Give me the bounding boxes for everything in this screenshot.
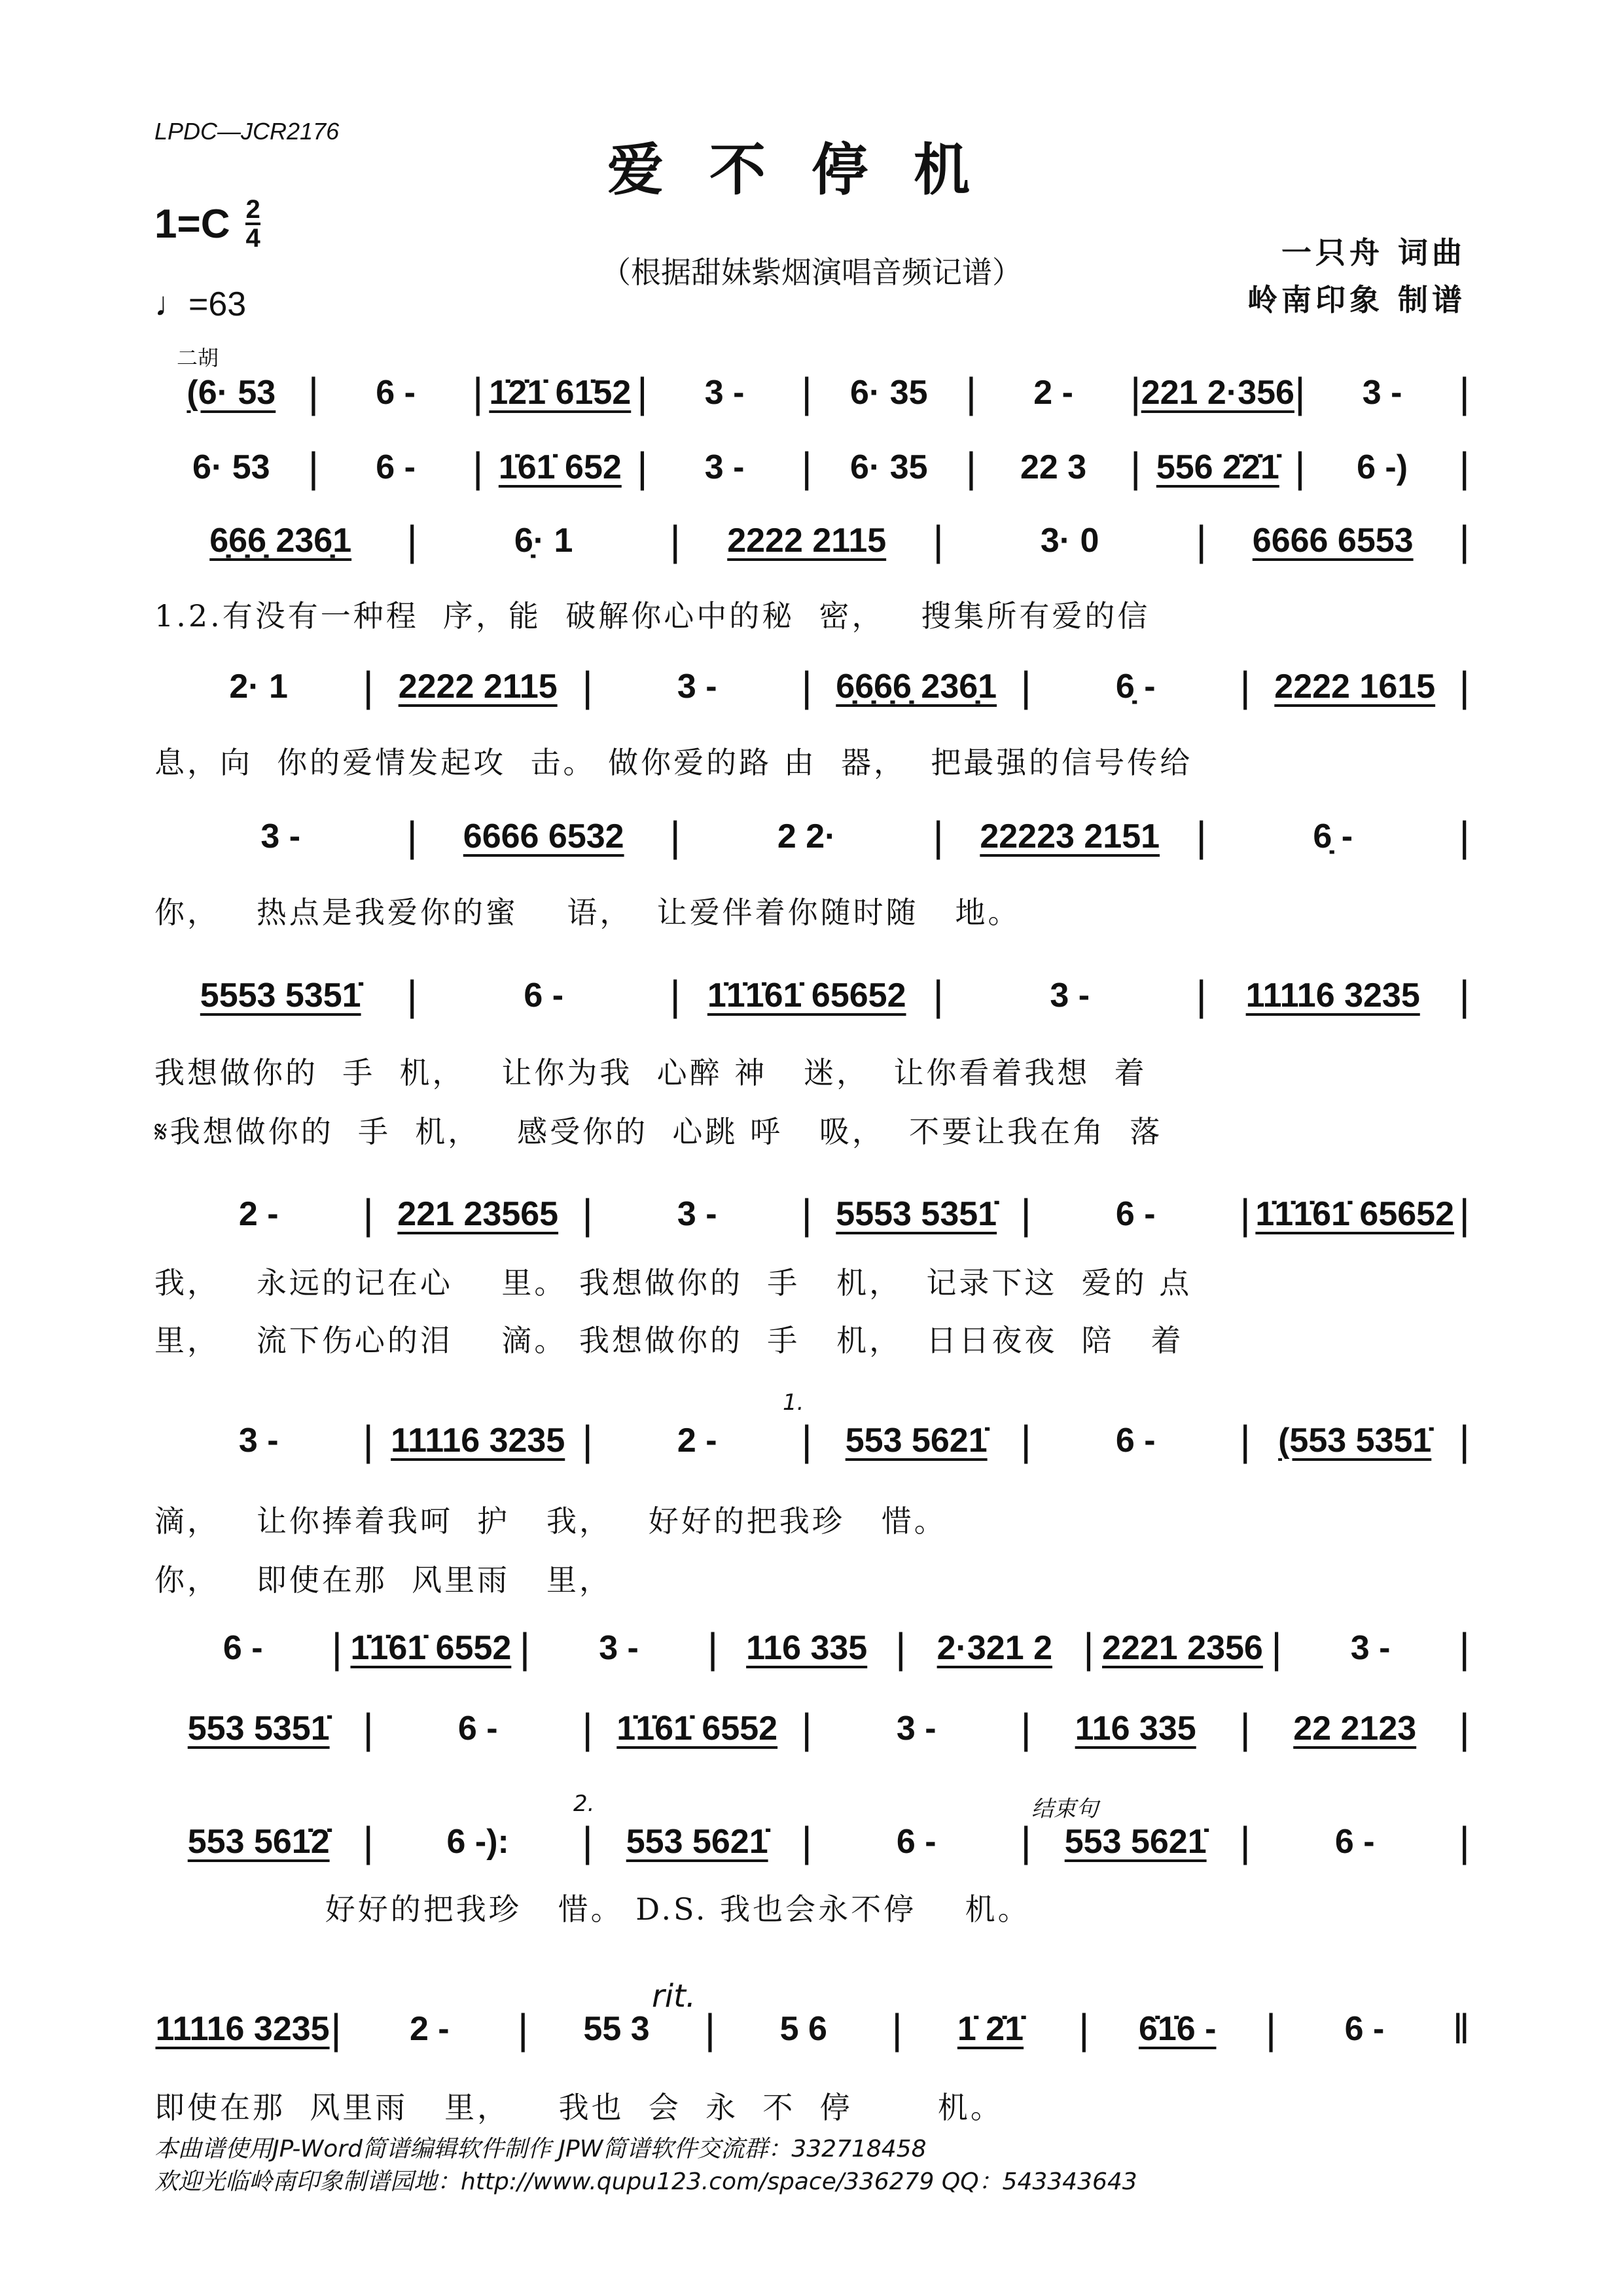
barline: | (472, 444, 484, 491)
measure: 6 - (376, 374, 416, 412)
key-signature (154, 196, 260, 251)
barline: | (801, 1191, 812, 1238)
barline: | (582, 663, 593, 710)
measure: 221 2·356 (1141, 374, 1294, 412)
measure: 2 2· (777, 817, 836, 855)
barline: | (1271, 1624, 1282, 1672)
score-system (154, 1191, 1470, 1238)
barline: | (1020, 1705, 1031, 1752)
barline: | (965, 369, 977, 416)
barline: | (1240, 1705, 1251, 1752)
measure: 2 - (409, 2010, 450, 2048)
measure: 11116 3235 (1245, 977, 1420, 1014)
measure: 6 -): (446, 1823, 509, 1861)
measure: 116 335 (746, 1629, 868, 1667)
measure: 6 - (1115, 1422, 1156, 1460)
barline: | (1196, 813, 1207, 860)
barline: | (669, 972, 681, 1019)
measure: 3 - (599, 1629, 639, 1667)
lyrics-line: 我想做你的 手 机， 让你为我 心醉 神 迷， 让你看着我想 着 (154, 1055, 1147, 1090)
measure: 221 23565 (397, 1195, 559, 1233)
barline: | (1459, 444, 1470, 491)
barline: | (308, 444, 319, 491)
measure: 3 - (704, 448, 745, 486)
measure: 6 - (1115, 1195, 1156, 1233)
measure: 6· 35 (850, 448, 928, 486)
barline: | (933, 972, 944, 1019)
tempo-mark: rit. (652, 1978, 696, 2015)
measure: 2 - (1033, 374, 1073, 412)
key: 1=C (154, 201, 230, 247)
barline: | (1459, 1818, 1470, 1865)
measure: 6̣6̣6̣6̣ 236̣1 (836, 668, 997, 706)
barline: | (801, 663, 812, 710)
time-bottom: 4 (245, 224, 260, 253)
measure: 5553 5351̇ (836, 1195, 997, 1233)
barline: | (582, 1417, 593, 1464)
barline: | (707, 1624, 719, 1672)
barline: | (582, 1191, 593, 1238)
credit-lyrics-music: 一只舟 词曲 (1281, 235, 1466, 270)
measure: 6 - (376, 448, 416, 486)
score-system (154, 1390, 1470, 1464)
measure: 553 5621̇ (626, 1823, 768, 1861)
measure: 2222 2115 (398, 668, 558, 706)
measure: 6̣· 1 (514, 522, 573, 560)
barline: | (1459, 972, 1470, 1019)
score-system (154, 972, 1470, 1019)
measure: 3 - (677, 668, 717, 706)
barline: | (1240, 1818, 1251, 1865)
score-system (154, 1791, 1470, 1865)
barline: | (1459, 1417, 1470, 1464)
measure: 553 5351̇ (187, 1710, 330, 1748)
barline: | (669, 813, 681, 860)
score-system (154, 813, 1470, 860)
measure: 6 - (896, 1823, 936, 1861)
measure: 553 561̇2̇ (187, 1823, 330, 1861)
volta-label: 1. (783, 1390, 804, 1416)
measure: (6· 53 (187, 374, 276, 412)
barline: | (1130, 369, 1141, 416)
barline: | (1459, 369, 1470, 416)
measure: 2· 1 (229, 668, 288, 706)
barline: | (517, 2005, 529, 2053)
measure: 6666 6532 (463, 817, 624, 855)
lyrics-line: 息，向 你的爱情发起攻 击。 做你爱的路 由 器， 把最强的信号传给 (154, 745, 1193, 780)
score-system (154, 1624, 1470, 1672)
measure: 6̇1̇6 - (1138, 2010, 1217, 2048)
barline: | (1459, 1624, 1470, 1672)
barline: | (895, 1624, 906, 1672)
measure: 22 2123 (1293, 1710, 1417, 1748)
measure: 3 - (677, 1195, 717, 1233)
measure: 556 2̇2̇1̇ (1156, 448, 1279, 486)
barline: | (933, 813, 944, 860)
barline: | (704, 2005, 716, 2053)
measure: 55 3 (583, 2010, 650, 2048)
barline: | (1083, 1624, 1094, 1672)
measure: 3 - (704, 374, 745, 412)
measure: 2 - (677, 1422, 717, 1460)
barline: | (582, 1705, 593, 1752)
measure: 553 5621̇ (1064, 1823, 1207, 1861)
subtitle: （根据甜妹紫烟演唱音频记谱） (601, 255, 1022, 290)
measure: 6 - (1334, 1823, 1375, 1861)
barline: | (1196, 517, 1207, 564)
measure: 6 - (1344, 2010, 1385, 2048)
measure: 3· 0 (1040, 522, 1099, 560)
measure: 6̣ - (1313, 817, 1353, 855)
lyrics-line: 你， 热点是我爱你的蜜 语， 让爱伴着你随时随 地。 (154, 895, 1021, 930)
time-signature (245, 196, 260, 251)
instrument-label: 二胡 (177, 346, 219, 370)
barline: | (801, 444, 812, 491)
song-title: 爱不停机 (607, 137, 1016, 203)
barline: | (308, 369, 319, 416)
barline: | (1265, 2005, 1277, 2053)
barline: | (1240, 1417, 1251, 1464)
barline: | (1130, 444, 1141, 491)
barline: | (1020, 1191, 1031, 1238)
measure: 1̇1̇1̇61̇ 65652 (707, 977, 906, 1014)
barline: | (801, 1818, 812, 1865)
barline: | (1079, 2005, 1090, 2053)
measure: 1̇1̇61̇ 6552 (350, 1629, 512, 1667)
measure: 3 - (1350, 1629, 1391, 1667)
measure: 5553 5351̇ (200, 977, 361, 1014)
lyrics-line: 好好的把我珍 惜。 D.S. 我也会永不停 机。 (154, 1892, 1031, 1927)
measure: 22 3 (1020, 448, 1087, 486)
barline: | (1020, 1417, 1031, 1464)
barline: | (637, 369, 648, 416)
barline: | (1459, 813, 1470, 860)
measure: 1̇1̇1̇61̇ 65652 (1255, 1195, 1455, 1233)
score-system (154, 1978, 1470, 2053)
measure: 22223 2151 (980, 817, 1160, 855)
time-top: 2 (245, 195, 260, 224)
barline: | (1240, 1191, 1251, 1238)
score-system (154, 1705, 1470, 1752)
barline: | (1240, 663, 1251, 710)
measure: 2222 2115 (727, 522, 887, 560)
footer-line-1: 本曲谱使用JP-Word简谱编辑软件制作 JPW简谱软件交流群：332718458 (154, 2136, 927, 2162)
measure: 1̇1̇61̇ 6552 (616, 1710, 778, 1748)
score-system (154, 444, 1470, 491)
footer-line-2: 欢迎光临岭南印象制谱园地：http://www.qupu123.com/space/336279 QQ：543343643 (154, 2168, 1137, 2195)
score-system (154, 369, 1470, 416)
barline: | (801, 369, 812, 416)
barline: | (1294, 444, 1306, 491)
measure: 1̇ 2̇1̇ (957, 2010, 1024, 2048)
score-system (154, 663, 1470, 710)
measure: 6· 35 (850, 374, 928, 412)
barline: ‖ (1452, 2005, 1470, 2053)
barline: | (891, 2005, 902, 2053)
tempo: ♩=63 (154, 285, 247, 323)
barline: | (363, 1818, 374, 1865)
barline: | (363, 1705, 374, 1752)
measure: 6· 53 (192, 448, 270, 486)
barline: | (1020, 1818, 1031, 1865)
lyrics-line: 滴， 让你捧着我呵 护 我， 好好的把我珍 惜。 (154, 1503, 947, 1539)
barline: | (637, 444, 648, 491)
measure: 2·321 2 (936, 1629, 1052, 1667)
score-system (154, 517, 1470, 564)
measure: 6 - (524, 977, 564, 1014)
barline: | (1196, 972, 1207, 1019)
measure: 116 335 (1075, 1710, 1196, 1748)
lyrics-line: 即使在那 风里雨 里， 我也 会 永 不 停 机。 (154, 2090, 1003, 2125)
barline: | (406, 517, 418, 564)
barline: | (669, 517, 681, 564)
barline: | (331, 1624, 343, 1672)
measure: (553 5351̇ (1278, 1422, 1432, 1460)
barline: | (519, 1624, 531, 1672)
measure: 1̇2̇1̇ 61̇52 (489, 374, 632, 412)
barline: | (330, 2005, 342, 2053)
measure: 6̣ - (1115, 668, 1156, 706)
score-code: LPDC—JCR2176 (154, 118, 340, 145)
measure: 6 - (457, 1710, 498, 1748)
lyrics-line: 里， 流下伤心的泪 滴。 我想做你的 手 机， 日日夜夜 陪 着 (154, 1323, 1184, 1358)
barline: | (1459, 663, 1470, 710)
lyrics-line: 1.2.有没有一种程 序，能 破解你心中的秘 密， 搜集所有爱的信 (154, 598, 1150, 634)
volta-label: 2. (573, 1791, 595, 1817)
barline: | (965, 444, 977, 491)
barline: | (1459, 517, 1470, 564)
measure: 6̣6̣6̣ 236̣1 (209, 522, 352, 560)
lyrics-line: 你， 即使在那 风里雨 里， (154, 1562, 612, 1598)
barline: | (801, 1705, 812, 1752)
lyrics-line: 我， 永远的记在心 里。 我想做你的 手 机， 记录下这 爱的 点 (154, 1265, 1192, 1300)
barline: | (933, 517, 944, 564)
barline: | (472, 369, 484, 416)
measure: 2 - (238, 1195, 279, 1233)
barline: | (363, 1417, 374, 1464)
measure: 11116 3235 (155, 2010, 330, 2048)
barline: | (363, 1191, 374, 1238)
barline: | (406, 813, 418, 860)
barline: | (1459, 1191, 1470, 1238)
measure: 3 - (1362, 374, 1402, 412)
measure: 6666 6553 (1252, 522, 1414, 560)
barline: | (1294, 369, 1306, 416)
barline: | (801, 1417, 812, 1464)
measure: 3 - (238, 1422, 279, 1460)
barline: | (406, 972, 418, 1019)
measure: 2221 2356 (1102, 1629, 1263, 1667)
barline: | (363, 663, 374, 710)
lyrics-line: 𝄋我想做你的 手 机， 感受你的 心跳 呼 吸， 不要让我在角 落 (154, 1114, 1163, 1149)
measure: 11116 3235 (391, 1422, 565, 1460)
measure: 3 - (896, 1710, 936, 1748)
barline: | (582, 1818, 593, 1865)
measure: 553 5621̇ (845, 1422, 988, 1460)
measure: 1̇61̇ 652 (498, 448, 622, 486)
measure: 3 - (260, 817, 301, 855)
barline: | (1020, 663, 1031, 710)
barline: | (1459, 1705, 1470, 1752)
measure: 5 6 (779, 2010, 827, 2048)
measure: 2222 1615 (1274, 668, 1436, 706)
measure: 6 - (223, 1629, 263, 1667)
ending-label: 结束句 (1031, 1796, 1098, 1822)
measure: 3 - (1050, 977, 1090, 1014)
measure: 6 -) (1357, 448, 1408, 486)
credit-arranger: 岭南印象 制谱 (1247, 282, 1466, 317)
